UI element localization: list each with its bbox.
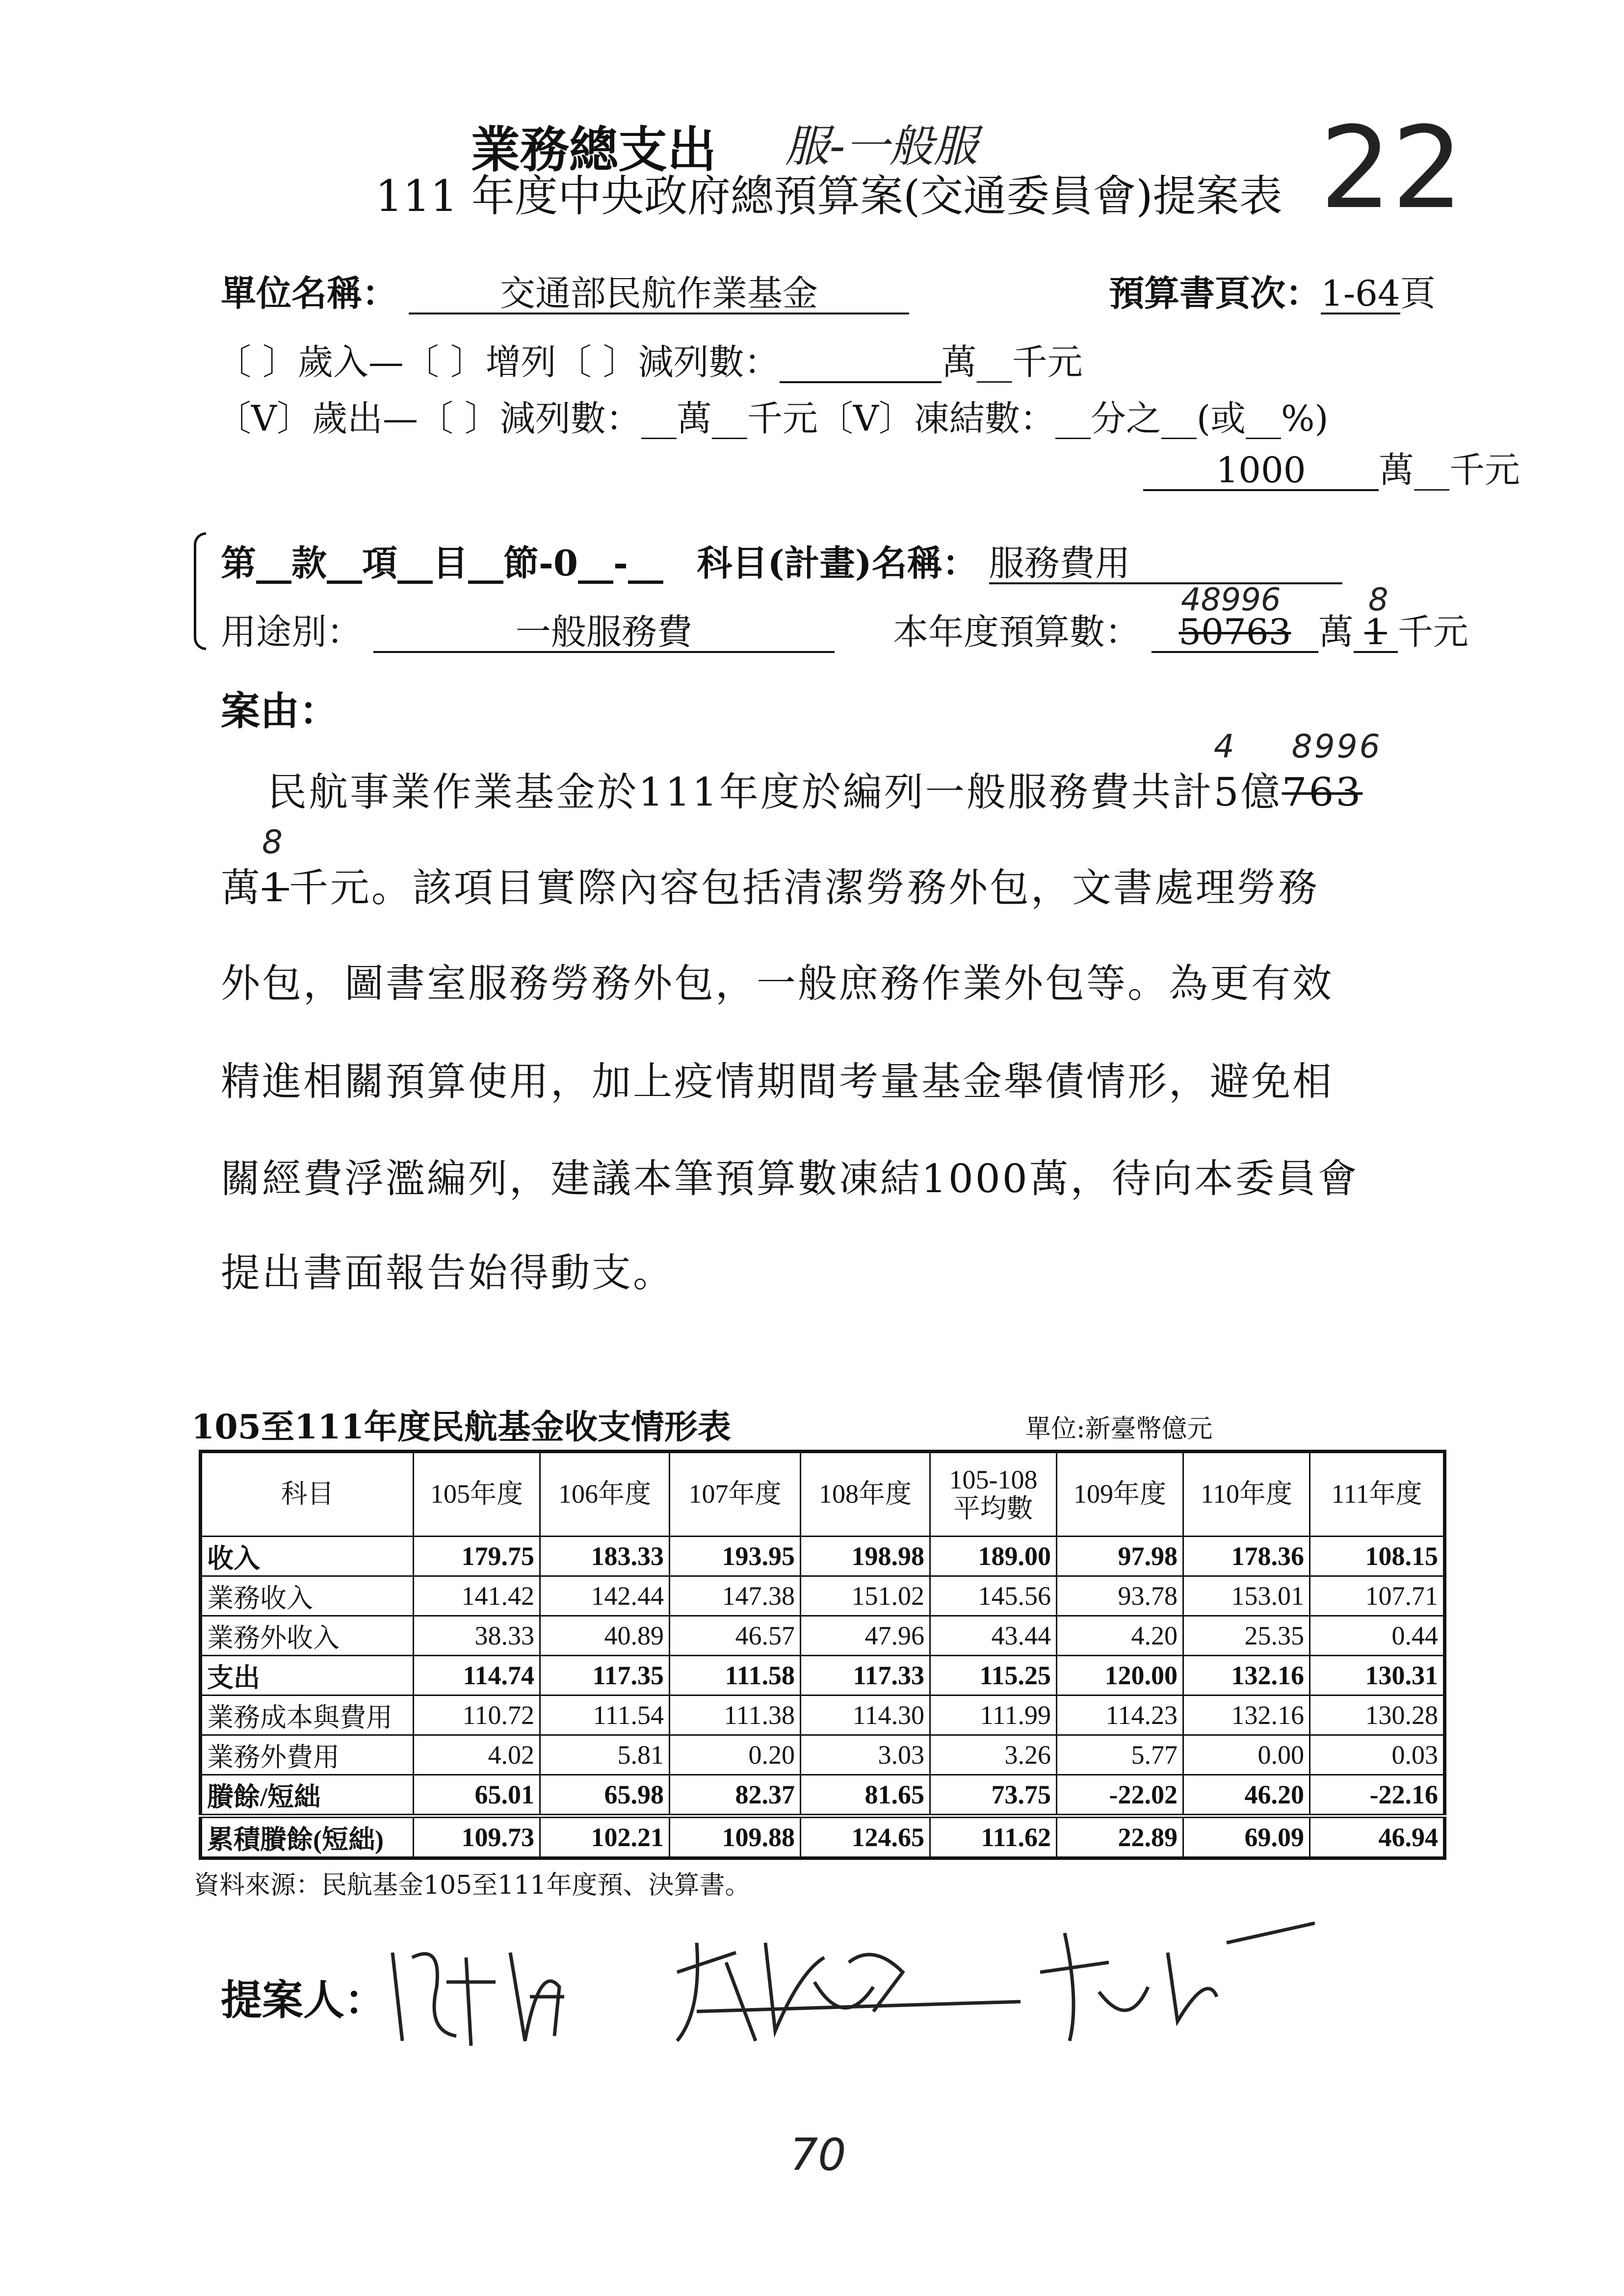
table-row <box>201 1735 1445 1775</box>
budget-row <box>893 582 1468 654</box>
table-row <box>201 1775 1445 1816</box>
cell-value: 145.56 <box>930 1576 1057 1616</box>
row-label: 業務外費用 <box>201 1735 414 1775</box>
wan-corrected: 8996 <box>1291 728 1382 765</box>
row-label: 累積賸餘(短絀) <box>201 1816 414 1858</box>
row-label: 賸餘/短絀 <box>201 1775 414 1816</box>
cell-value: 3.26 <box>930 1735 1057 1775</box>
table-row <box>201 1576 1445 1616</box>
k-corrected: 8 <box>262 823 285 861</box>
cell-value: 124.65 <box>801 1816 930 1858</box>
page-value: 1-64 <box>1321 273 1400 314</box>
reason-text: 民航事業作業基金於111年度於編列一般服務費共計 <box>267 769 1214 815</box>
row-label: 業務收入 <box>201 1576 414 1616</box>
wan-unit: 萬 <box>221 865 262 911</box>
k-original: 1 <box>262 865 289 911</box>
cell-value: 81.65 <box>801 1775 930 1816</box>
handwritten-number: 22 <box>1320 103 1464 234</box>
reason-line-5: 關經費浮濫編列，建議本筆預算數凍結1000萬，待向本委員會 <box>221 1156 1359 1201</box>
cell-value: 120.00 <box>1057 1656 1183 1696</box>
signature-1 <box>393 1953 564 2046</box>
budget-thousand-unit: 千元 <box>1397 611 1468 652</box>
cell-value: 117.33 <box>801 1656 930 1696</box>
cell-value: 178.36 <box>1183 1537 1310 1576</box>
cell-value: 132.16 <box>1183 1696 1310 1735</box>
cell-value: 130.28 <box>1310 1696 1445 1735</box>
cell-value: -22.16 <box>1310 1775 1445 1816</box>
column-header: 108年度 <box>801 1452 930 1537</box>
cell-value: 38.33 <box>414 1616 540 1656</box>
proposer-label: 提案人： <box>221 1976 386 2024</box>
cell-value: 0.20 <box>670 1735 801 1775</box>
table-header-row <box>201 1452 1445 1537</box>
cell-value: 82.37 <box>670 1775 801 1816</box>
cell-value: -22.02 <box>1057 1775 1183 1816</box>
reason-line-2 <box>221 823 1319 913</box>
cell-value: 111.99 <box>930 1696 1057 1735</box>
column-header: 科目 <box>201 1452 414 1537</box>
cell-value: 151.02 <box>801 1576 930 1616</box>
yi-original: 5 <box>1213 769 1241 815</box>
cell-value: 3.03 <box>801 1735 930 1775</box>
cell-value: 115.25 <box>930 1656 1057 1696</box>
budget-label: 本年度預算數： <box>893 611 1141 652</box>
cell-value: 111.58 <box>670 1656 801 1696</box>
cell-value: 111.38 <box>670 1696 801 1735</box>
cell-value: 93.78 <box>1057 1576 1183 1616</box>
page-label: 預算書頁次： <box>1109 272 1321 314</box>
cell-value: 46.57 <box>670 1616 801 1656</box>
cell-value: 117.35 <box>540 1656 670 1696</box>
page-title: 111 年度中央政府總預算案(交通委員會)提案表 <box>375 171 1283 221</box>
bracket <box>194 532 206 650</box>
cell-value: 102.21 <box>540 1816 670 1858</box>
table-row <box>201 1616 1445 1656</box>
usage-label: 用途別： <box>221 611 363 652</box>
cell-value: 69.09 <box>1183 1816 1310 1858</box>
yi-corrected: 4 <box>1213 728 1236 765</box>
cell-value: 107.71 <box>1310 1576 1445 1616</box>
cell-value: 47.96 <box>801 1616 930 1656</box>
reason-line-4: 精進相關預算使用，加上疫情期間考量基金舉債情形，避免相 <box>221 1059 1334 1104</box>
cell-value: 110.72 <box>414 1696 540 1735</box>
column-header: 106年度 <box>540 1452 670 1537</box>
table-row <box>201 1696 1445 1735</box>
column-header: 105-108 平均數 <box>930 1452 1057 1537</box>
table-row <box>201 1537 1445 1576</box>
row-label: 業務外收入 <box>201 1616 414 1656</box>
page-suffix: 頁 <box>1400 273 1436 314</box>
yi-unit: 億 <box>1240 769 1282 815</box>
handwritten-category: 業務總支出 <box>471 121 716 179</box>
freeze-unit: 萬__千元 <box>1379 449 1520 491</box>
budget-thousand-corrected: 8 <box>1368 582 1388 618</box>
usage-row <box>221 603 835 654</box>
item-line: 第__款__項__目__節-0__-__ <box>221 542 663 584</box>
revenue-line: 〔 〕歲入—〔 〕增列〔 〕減列數： <box>216 341 780 383</box>
page-mark: 70 <box>790 2129 846 2181</box>
reason-text: 千元。該項目實際內容包括清潔勞務外包，文書處理勞務 <box>288 865 1319 911</box>
cell-value: 130.31 <box>1310 1656 1445 1696</box>
cell-value: 142.44 <box>540 1576 670 1616</box>
cell-value: 189.00 <box>930 1537 1057 1576</box>
proposer-signatures <box>383 1913 1315 2061</box>
cell-value: 198.98 <box>801 1537 930 1576</box>
cell-value: 114.30 <box>801 1696 930 1735</box>
cell-value: 183.33 <box>540 1537 670 1576</box>
cell-value: 109.73 <box>414 1816 540 1858</box>
freeze-amount: 1000 <box>1143 452 1379 491</box>
usage-value: 一般服務費 <box>373 614 835 653</box>
reason-line-3: 外包，圖書室服務勞務外包，一般庶務作業外包等。為更有效 <box>221 961 1334 1006</box>
column-header: 111年度 <box>1310 1452 1445 1537</box>
cell-value: 193.95 <box>670 1537 801 1576</box>
cell-value: 108.15 <box>1310 1537 1445 1576</box>
expense-row: 〔V〕歲出—〔 〕減列數：__萬__千元〔V〕凍結數：__分之__(或__%) <box>216 398 1329 439</box>
table-source: 資料來源：民航基金105至111年度預、決算書。 <box>194 1871 751 1900</box>
cell-value: 141.42 <box>414 1576 540 1616</box>
revenue-row <box>216 334 1083 385</box>
wan-original: 763 <box>1282 769 1363 815</box>
cell-value: 114.23 <box>1057 1696 1183 1735</box>
cell-value: 153.01 <box>1183 1576 1310 1616</box>
cell-value: 147.38 <box>670 1576 801 1616</box>
finance-table <box>199 1450 1446 1860</box>
cell-value: 4.02 <box>414 1735 540 1775</box>
budget-corrected: 48996 <box>1180 582 1281 618</box>
cell-value: 25.35 <box>1183 1616 1310 1656</box>
page-row <box>1109 265 1436 316</box>
cell-value: 132.16 <box>1183 1656 1310 1696</box>
cell-value: 65.98 <box>540 1775 670 1816</box>
subject-label: 科目(計畫)名稱： <box>697 542 978 584</box>
cell-value: 73.75 <box>930 1775 1057 1816</box>
handwritten-note: 服-一般服 <box>785 121 978 172</box>
table-title: 105至111年度民航基金收支情形表 <box>191 1408 731 1447</box>
cell-value: 4.20 <box>1057 1616 1183 1656</box>
row-label: 收入 <box>201 1537 414 1576</box>
cell-value: 0.03 <box>1310 1735 1445 1775</box>
cell-value: 114.74 <box>414 1656 540 1696</box>
cell-value: 97.98 <box>1057 1537 1183 1576</box>
cell-value: 5.77 <box>1057 1735 1183 1775</box>
freeze-row <box>1143 442 1520 493</box>
column-header: 109年度 <box>1057 1452 1183 1537</box>
column-header: 107年度 <box>670 1452 801 1537</box>
reason-line-1 <box>267 728 1382 817</box>
row-label: 支出 <box>201 1656 414 1696</box>
cell-value: 111.54 <box>540 1696 670 1735</box>
column-header: 105年度 <box>414 1452 540 1537</box>
budget-original: 50763 <box>1152 614 1318 653</box>
cell-value: 43.44 <box>930 1616 1057 1656</box>
column-header: 110年度 <box>1183 1452 1310 1537</box>
signature-2 <box>677 1943 1021 2041</box>
cell-value: 46.94 <box>1310 1816 1445 1858</box>
cell-value: 65.01 <box>414 1775 540 1816</box>
row-label: 業務成本與費用 <box>201 1696 414 1735</box>
signature-3 <box>1040 1923 1315 2041</box>
reason-heading: 案由： <box>221 688 339 734</box>
cell-value: 0.44 <box>1310 1616 1445 1656</box>
table-row <box>201 1816 1445 1858</box>
table-unit: 單位:新臺幣億元 <box>1025 1414 1213 1444</box>
unit-label: 單位名稱： <box>221 272 398 314</box>
cell-value: 109.88 <box>670 1816 801 1858</box>
cell-value: 46.20 <box>1183 1775 1310 1816</box>
subject-value: 服務費用 <box>989 545 1342 584</box>
cell-value: 179.75 <box>414 1537 540 1576</box>
unit-value: 交通部民航作業基金 <box>409 275 909 314</box>
budget-wan: 萬 <box>1318 611 1354 652</box>
cell-value: 111.62 <box>930 1816 1057 1858</box>
revenue-tail: 萬__千元 <box>941 341 1083 383</box>
cell-value: 0.00 <box>1183 1735 1310 1775</box>
reason-line-6: 提出書面報告始得動支。 <box>221 1250 674 1296</box>
table-row <box>201 1656 1445 1696</box>
cell-value: 40.89 <box>540 1616 670 1656</box>
item-row <box>221 535 1342 586</box>
cell-value: 22.89 <box>1057 1816 1183 1858</box>
cell-value: 5.81 <box>540 1735 670 1775</box>
budget-thousand-original: 1 <box>1354 614 1398 653</box>
unit-row <box>221 265 909 316</box>
